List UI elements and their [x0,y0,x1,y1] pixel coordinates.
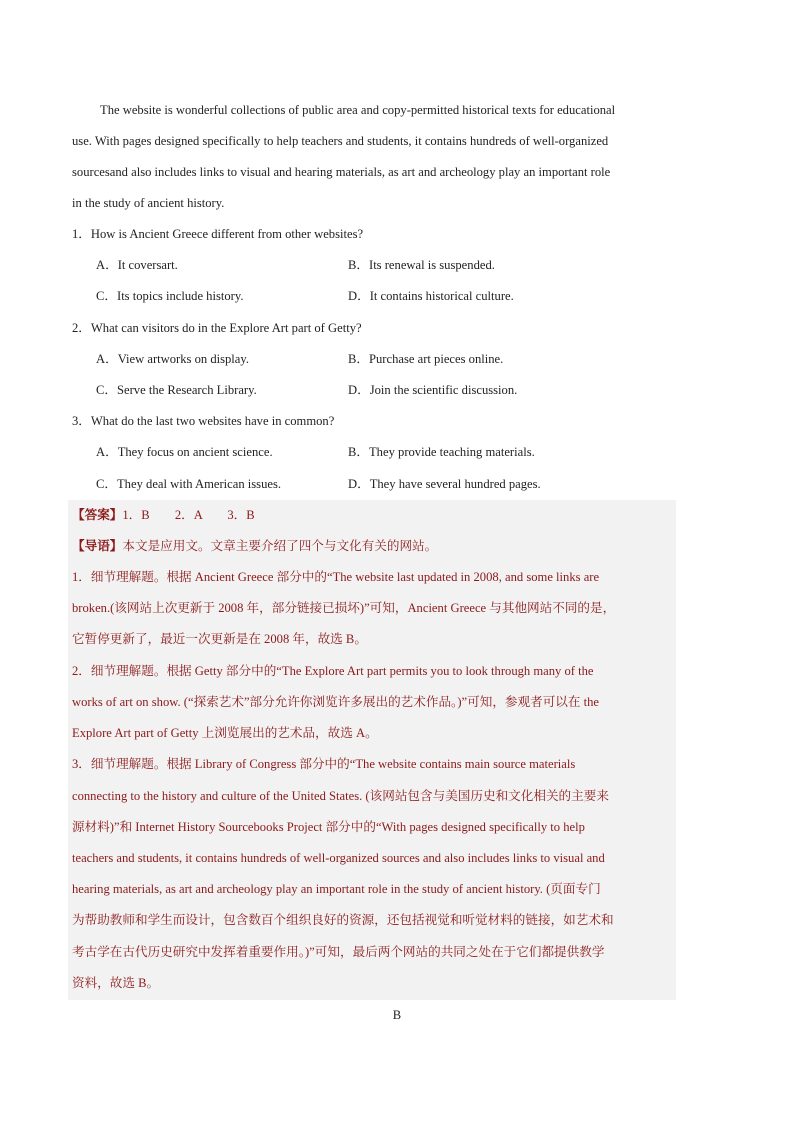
option-b: B．They provide teaching materials. [348,445,535,459]
guide-text: 本文是应用文。文章主要介绍了四个与文化有关的网站。 [122,539,438,553]
question-stem: 2．What can visitors do in the Explore Art part of Getty? [72,321,362,335]
passage-line: use. With pages designed specifically to help teachers and students, it contains hundreds of well-organized [72,134,609,148]
page-footer: B [392,1008,402,1022]
option-c: C．Its topics include history. [96,289,244,303]
explanation-line: broken.(该网站上次更新于 2008 年，部分链接已损坏)”可知，Ancient Greece 与其他网站不同的是， [72,601,616,615]
option-a: A．They focus on ancient science. [96,445,273,459]
question-stem: 1．How is Ancient Greece different from other websites? [72,227,364,241]
explanation-line: hearing materials, as art and archeology play an important role in the study of ancient history. (页面专门 [72,882,601,896]
question-stem: 3．What do the last two websites have in common? [72,414,335,428]
option-a: A．It coversart. [96,258,178,272]
explanation-line: 3．细节理解题。根据 Library of Congress 部分中的“The website contains main source materials [72,757,576,771]
explanation-line: 1．细节理解题。根据 Ancient Greece 部分中的“The website last updated in 2008, and some links are [72,570,600,584]
explanation-line: 资料，故选 B。 [72,976,160,990]
answer-line [72,500,255,531]
explanation-line: Explore Art part of Getty 上浏览展出的艺术品，故选 A。 [72,726,378,740]
explanation-line: 为帮助教师和学生而设计，包含数百个组织良好的资源，还包括视觉和听觉材料的链接，如艺术和 [72,913,614,927]
passage-line: in the study of ancient history. [72,196,225,210]
passage-line: The website is wonderful collections of public area and copy-permitted historical texts for educational [100,103,616,117]
explanation-line: teachers and students, it contains hundreds of well-organized sources and also includes links to visual and [72,851,605,865]
option-c: C．Serve the Research Library. [96,383,257,397]
option-a: A．View artworks on display. [96,352,250,366]
guide-line [72,531,437,562]
option-b: B．Purchase art pieces online. [348,352,504,366]
explanation-line: 源材料)”和 Internet History Sourcebooks Project 部分中的“With pages designed specifically to help [72,820,585,834]
option-d: D．They have several hundred pages. [348,477,541,491]
explanation-line: 2．细节理解题。根据 Getty 部分中的“The Explore Art part permits you to look through many of the [72,664,594,678]
explanation-line: connecting to the history and culture of the United States. (该网站包含与美国历史和文化相关的主要来 [72,789,609,803]
guide-label: 【导语】 [72,539,123,553]
option-d: D．Join the scientific discussion. [348,383,518,397]
answer-text: 1．B 2．A 3．B [122,508,255,522]
option-d: D．It contains historical culture. [348,289,514,303]
explanation-line: 它暂停更新了，最近一次更新是在 2008 年，故选 B。 [72,632,367,646]
answer-label: 【答案】 [72,508,123,522]
explanation-line: 考古学在古代历史研究中发挥着重要作用。)”可知，最后两个网站的共同之处在于它们都提供教学 [72,945,605,959]
option-c: C．They deal with American issues. [96,477,282,491]
passage-line: sourcesand also includes links to visual and hearing materials, as art and archeology play an important role [72,165,611,179]
explanation-line: works of art on show. (“探索艺术”部分允许你浏览许多展出的艺术作品。)”可知，参观者可以在 the [72,695,600,709]
option-b: B．Its renewal is suspended. [348,258,495,272]
